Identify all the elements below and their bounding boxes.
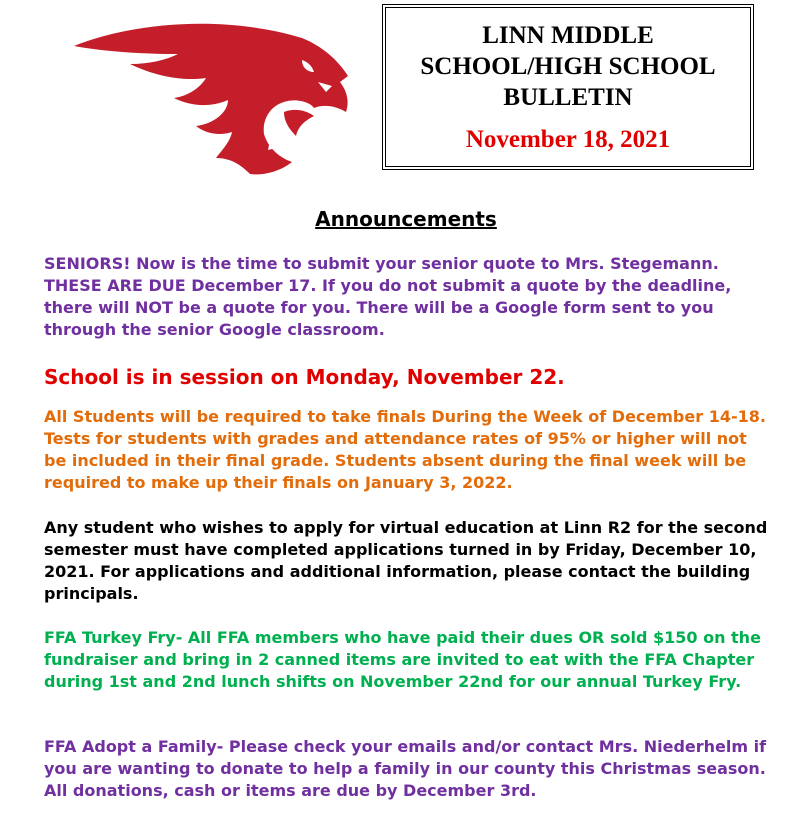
title-line: LINN MIDDLE: [482, 22, 654, 49]
announcements-heading: Announcements: [315, 207, 497, 231]
announcement-virtual-education: Any student who wishes to apply for virtual education at Linn R2 for the second semester must have completed applications turned in by Friday, December 10, 2021. For applications and additional information, please contact the building principals.: [44, 518, 768, 603]
announcement-ffa-turkey-fry: FFA Turkey Fry- All FFA members who have paid their dues OR sold $150 on the fundraiser and bring in 2 canned items are invited to eat with the FFA Chapter during 1st and 2nd lunch shifts on November 22nd for our annual Turkey Fry.: [44, 628, 761, 691]
announcement-senior-quotes: SENIORS! Now is the time to submit your senior quote to Mrs. Stegemann. THESE ARE DUE December 17. If you do not submit a quote by the deadline, there will NOT be a quote for you. There will be a Google form sent to you through the senior Google classroom.: [44, 254, 732, 339]
bulletin-title-box: [382, 4, 754, 170]
wildcat-head-logo: [70, 16, 360, 181]
title-line: SCHOOL/HIGH SCHOOL: [420, 53, 716, 80]
announcement-ffa-adopt-family: FFA Adopt a Family- Please check your emails and/or contact Mrs. Niederhelm if you are wanting to donate to help a family in our county this Christmas season. All donations, cash or items are due by December 3rd.: [44, 737, 767, 800]
bulletin-date: November 18, 2021: [465, 126, 671, 153]
title-line: BULLETIN: [503, 84, 633, 111]
announcement-finals: All Students will be required to take finals During the Week of December 14-18. Tests for students with grades and attendance rates of 95% or higher will not be included in their final grade. Students absent during the final week will be required to make up their finals on January 3, 2022.: [44, 407, 766, 492]
announcement-school-session: School is in session on Monday, November 22.: [44, 365, 565, 389]
